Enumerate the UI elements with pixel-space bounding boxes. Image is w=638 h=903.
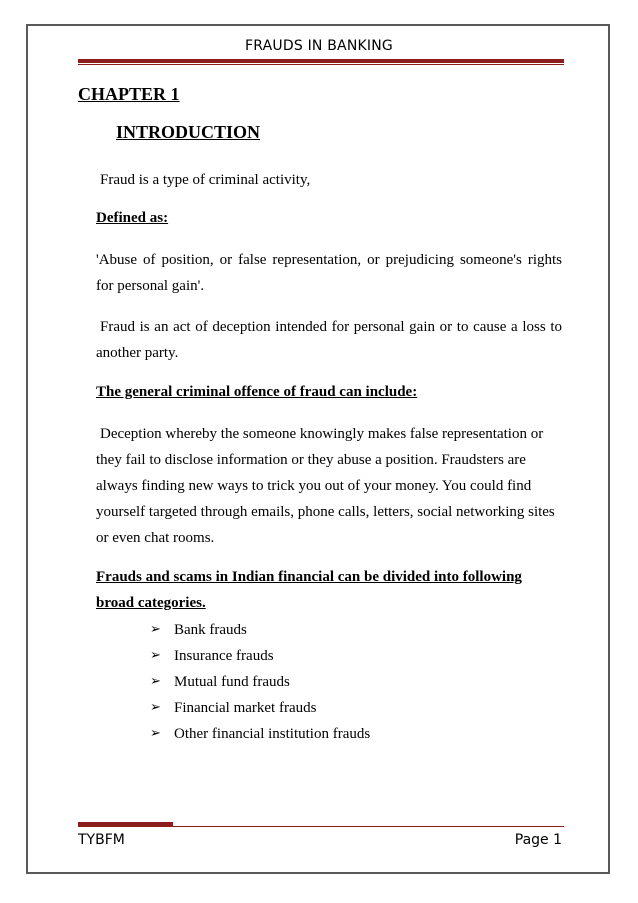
footer-rule-thin (78, 826, 564, 827)
list-item (150, 643, 370, 669)
arrow-bullet-icon: ➢ (150, 726, 161, 741)
page-number: Page 1 (514, 832, 562, 848)
categories-heading: Frauds and scams in Indian financial can be divided into following broad categories. (96, 569, 522, 611)
definition-paragraph: 'Abuse of position, or false representation, or prejudicing someone's rights for personal gain'. (96, 252, 562, 294)
deception-paragraph: Fraud is an act of deception intended for personal gain or to cause a loss to another party. (96, 319, 562, 361)
list-item-label: Other financial institution frauds (174, 726, 371, 742)
general-paragraph: Deception whereby the someone knowingly makes false representation or they fail to disclose information or they abuse a position. Fraudsters are always finding new ways to trick you out of your money. You could find yourself targeted through emails, phone calls, letters, social networking sites or even chat rooms. (96, 426, 555, 546)
list-item-label: Financial market frauds (174, 700, 317, 716)
footer-course: TYBFM (78, 832, 125, 848)
arrow-bullet-icon: ➢ (150, 674, 161, 689)
list-item (150, 695, 370, 721)
categories-list (150, 617, 370, 747)
list-item-label: Mutual fund frauds (174, 674, 290, 690)
list-item (150, 617, 370, 643)
list-item (150, 721, 370, 747)
section-title: INTRODUCTION (116, 122, 261, 142)
list-item-label: Insurance frauds (174, 648, 274, 664)
general-heading: The general criminal offence of fraud can include: (96, 384, 418, 400)
arrow-bullet-icon: ➢ (150, 622, 161, 637)
arrow-bullet-icon: ➢ (150, 700, 161, 715)
header-title: FRAUDS IN BANKING (245, 38, 393, 54)
header-rule-thin (78, 64, 564, 65)
arrow-bullet-icon: ➢ (150, 648, 161, 663)
header-rule (78, 59, 564, 63)
defined-heading: Defined as: (96, 210, 169, 226)
intro-line: Fraud is a type of criminal activity, (100, 172, 311, 188)
chapter-heading: CHAPTER 1 (78, 84, 180, 104)
list-item-label: Bank frauds (174, 622, 247, 638)
list-item (150, 669, 370, 695)
